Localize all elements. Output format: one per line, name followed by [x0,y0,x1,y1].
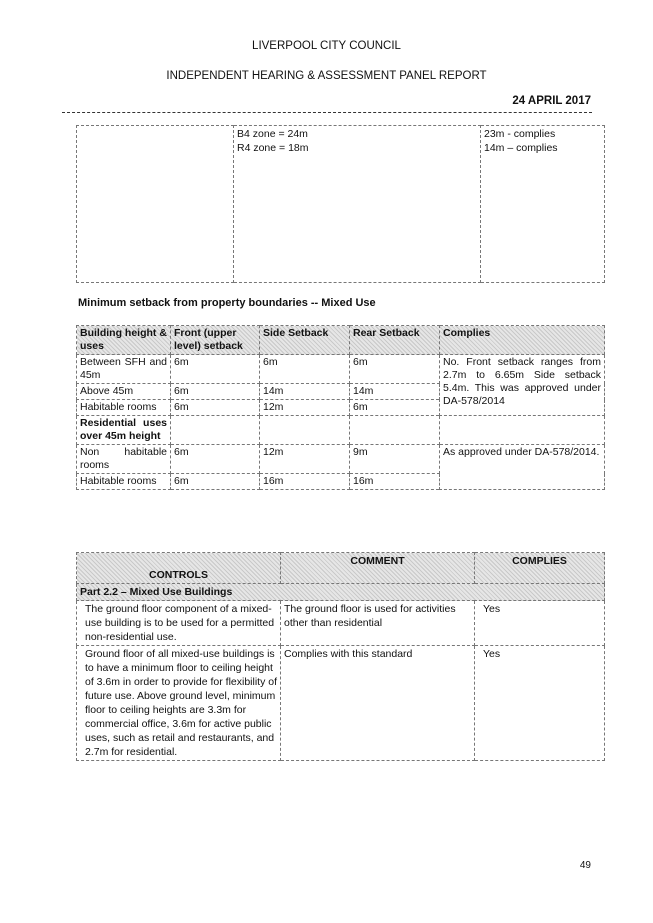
row-front: 6m [171,355,260,384]
row-label: Above 45m [77,384,171,400]
row-side: 6m [260,355,350,384]
section-title: Part 2.2 – Mixed Use Buildings [77,584,605,601]
height-control-r4: R4 zone = 18m [237,142,309,154]
col-controls: CONTROLS [77,553,281,584]
height-result-b4: 23m - complies [484,128,556,140]
col-front-setback: Front (upper level) setback [171,326,260,355]
control-text: The ground floor component of a mixed-use building is to be used for a permitted non-residential use. [77,601,281,646]
row-front: 6m [171,384,260,400]
col-building-height: Building height & uses [77,326,171,355]
row-rear: 6m [350,355,440,384]
row-side: 14m [260,384,350,400]
col-comment: COMMENT [281,553,475,584]
row-side: 12m [260,445,350,474]
setback-table [76,325,605,490]
complies-note-1: No. Front setback ranges from 2.7m to 6.65m Side setback 5.4m. This was approved under DA-578/2014 [440,355,605,416]
setback-title: Minimum setback from property boundaries -- Mixed Use [78,297,376,309]
report-date: 24 APRIL 2017 [512,95,591,107]
height-control [234,126,481,283]
row-front: 6m [171,474,260,490]
table-row [77,601,605,646]
table-row [77,445,605,474]
row-rear: 9m [350,445,440,474]
header-org: LIVERPOOL CITY COUNCIL [252,40,401,52]
complies-text: Yes [475,601,605,646]
row-rear: 6m [350,400,440,416]
controls-table [76,552,605,761]
row-side: 16m [260,474,350,490]
col-side-setback: Side Setback [260,326,350,355]
row-label: Non habitable rooms [77,445,171,474]
col-complies: COMPLIES [475,553,605,584]
header-divider [62,112,592,113]
row-rear: 14m [350,384,440,400]
row-rear: 16m [350,474,440,490]
height-table [76,125,605,283]
row-label: Between SFH and 45m [77,355,171,384]
height-result-r4: 14m – complies [484,142,558,154]
control-text: Ground floor of all mixed-use buildings is to have a minimum floor to ceiling height of 3.6m in order to provide for flexibility of future use. Above ground level, minimum floor to ceiling heights are 3.3m for commercial office, 3.6m for active public uses, such as retail and restaurants, and 2.7m for residential. [77,646,281,761]
report-title: INDEPENDENT HEARING & ASSESSMENT PANEL REPORT [166,70,487,82]
table-row [77,126,605,283]
col-complies: Complies [440,326,605,355]
complies-text: Yes [475,646,605,761]
row-front: 6m [171,400,260,416]
height-result [481,126,605,283]
table-row [77,416,605,445]
controls-header-row [77,553,605,584]
table-row [77,355,605,384]
complies-note-2: As approved under DA-578/2014. [440,445,605,490]
table-row [77,646,605,761]
row-label: Habitable rooms [77,474,171,490]
row-label: Habitable rooms [77,400,171,416]
col-rear-setback: Rear Setback [350,326,440,355]
comment-text: Complies with this standard [281,646,475,761]
section-row [77,584,605,601]
height-label [77,126,234,283]
residential-group-label: Residential uses over 45m height [77,416,171,445]
setback-header-row [77,326,605,355]
page-number: 49 [579,860,591,871]
row-front: 6m [171,445,260,474]
height-control-b4: B4 zone = 24m [237,128,308,140]
comment-text: The ground floor is used for activities other than residential [281,601,475,646]
row-side: 12m [260,400,350,416]
